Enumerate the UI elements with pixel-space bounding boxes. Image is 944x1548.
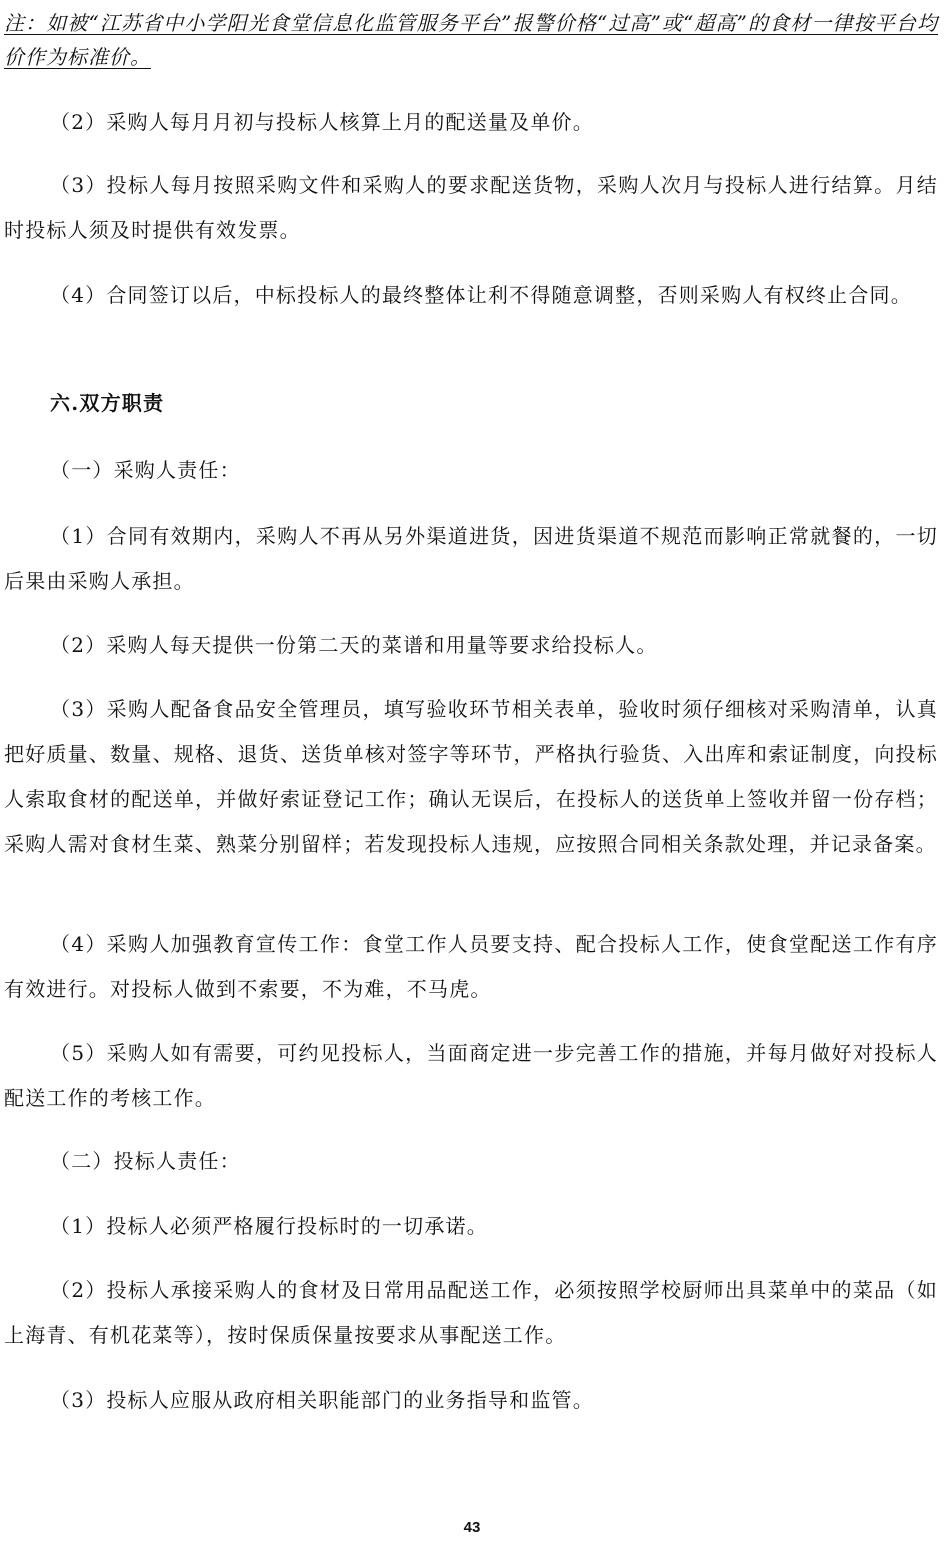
paragraph-contract-termination: （4）合同签订以后，中标投标人的最终整体让利不得随意调整，否则采购人有权终止合同。 bbox=[50, 283, 912, 307]
subheading-purchaser-responsibility: （一）采购人责任： bbox=[50, 458, 241, 482]
paragraph-purchaser-item-1: （1）合同有效期内，采购人不再从另外渠道进货，因进货渠道不规范而影响正常就餐的，一切后果由采购人承担。 bbox=[4, 524, 938, 593]
paragraph-delivery-settlement: （3）投标人每月按照采购文件和采购人的要求配送货物，采购人次月与投标人进行结算。月结时投标人须及时提供有效发票。 bbox=[4, 173, 938, 242]
price-note: 注：如被“江苏省中小学阳光食堂信息化监管服务平台”报警价格“过高”或“超高”的食材一律按平台均价作为标准价。 bbox=[4, 11, 938, 69]
paragraph-purchaser-item-3: （3）采购人配备食品安全管理员，填写验收环节相关表单，验收时须仔细核对采购清单，认真把好质量、数量、规格、退货、送货单核对签字等环节，严格执行验货、入出库和索证制度，向投标人索取食材的配送单，并做好索证登记工作；确认无误后，在投标人的送货单上签收并留一份存档；采购人需对食材生菜、熟菜分别留样；若发现投标人违规，应按照合同相关条款处理，并记录备案。 bbox=[4, 697, 938, 856]
subheading-bidder-responsibility: （二）投标人责任： bbox=[50, 1149, 241, 1173]
section-heading-responsibilities: 六.双方职责 bbox=[50, 391, 165, 415]
paragraph-purchaser-item-5: （5）采购人如有需要，可约见投标人，当面商定进一步完善工作的措施，并每月做好对投标人配送工作的考核工作。 bbox=[4, 1041, 938, 1110]
paragraph-bidder-item-3: （3）投标人应服从政府相关职能部门的业务指导和监管。 bbox=[50, 1388, 594, 1412]
paragraph-purchaser-item-4: （4）采购人加强教育宣传工作：食堂工作人员要支持、配合投标人工作，使食堂配送工作有序有效进行。对投标人做到不索要，不为难，不马虎。 bbox=[4, 932, 938, 1001]
paragraph-bidder-item-2: （2）投标人承接采购人的食材及日常用品配送工作，必须按照学校厨师出具菜单中的菜品（如上海青、有机花菜等），按时保质保量按要求从事配送工作。 bbox=[4, 1278, 938, 1347]
page-number: 43 bbox=[463, 1519, 481, 1536]
paragraph-purchaser-item-2: （2）采购人每天提供一份第二天的菜谱和用量等要求给投标人。 bbox=[50, 633, 658, 657]
paragraph-bidder-item-1: （1）投标人必须严格履行投标时的一切承诺。 bbox=[50, 1214, 488, 1238]
paragraph-settlement-monthly: （2）采购人每月月初与投标人核算上月的配送量及单价。 bbox=[50, 110, 594, 134]
